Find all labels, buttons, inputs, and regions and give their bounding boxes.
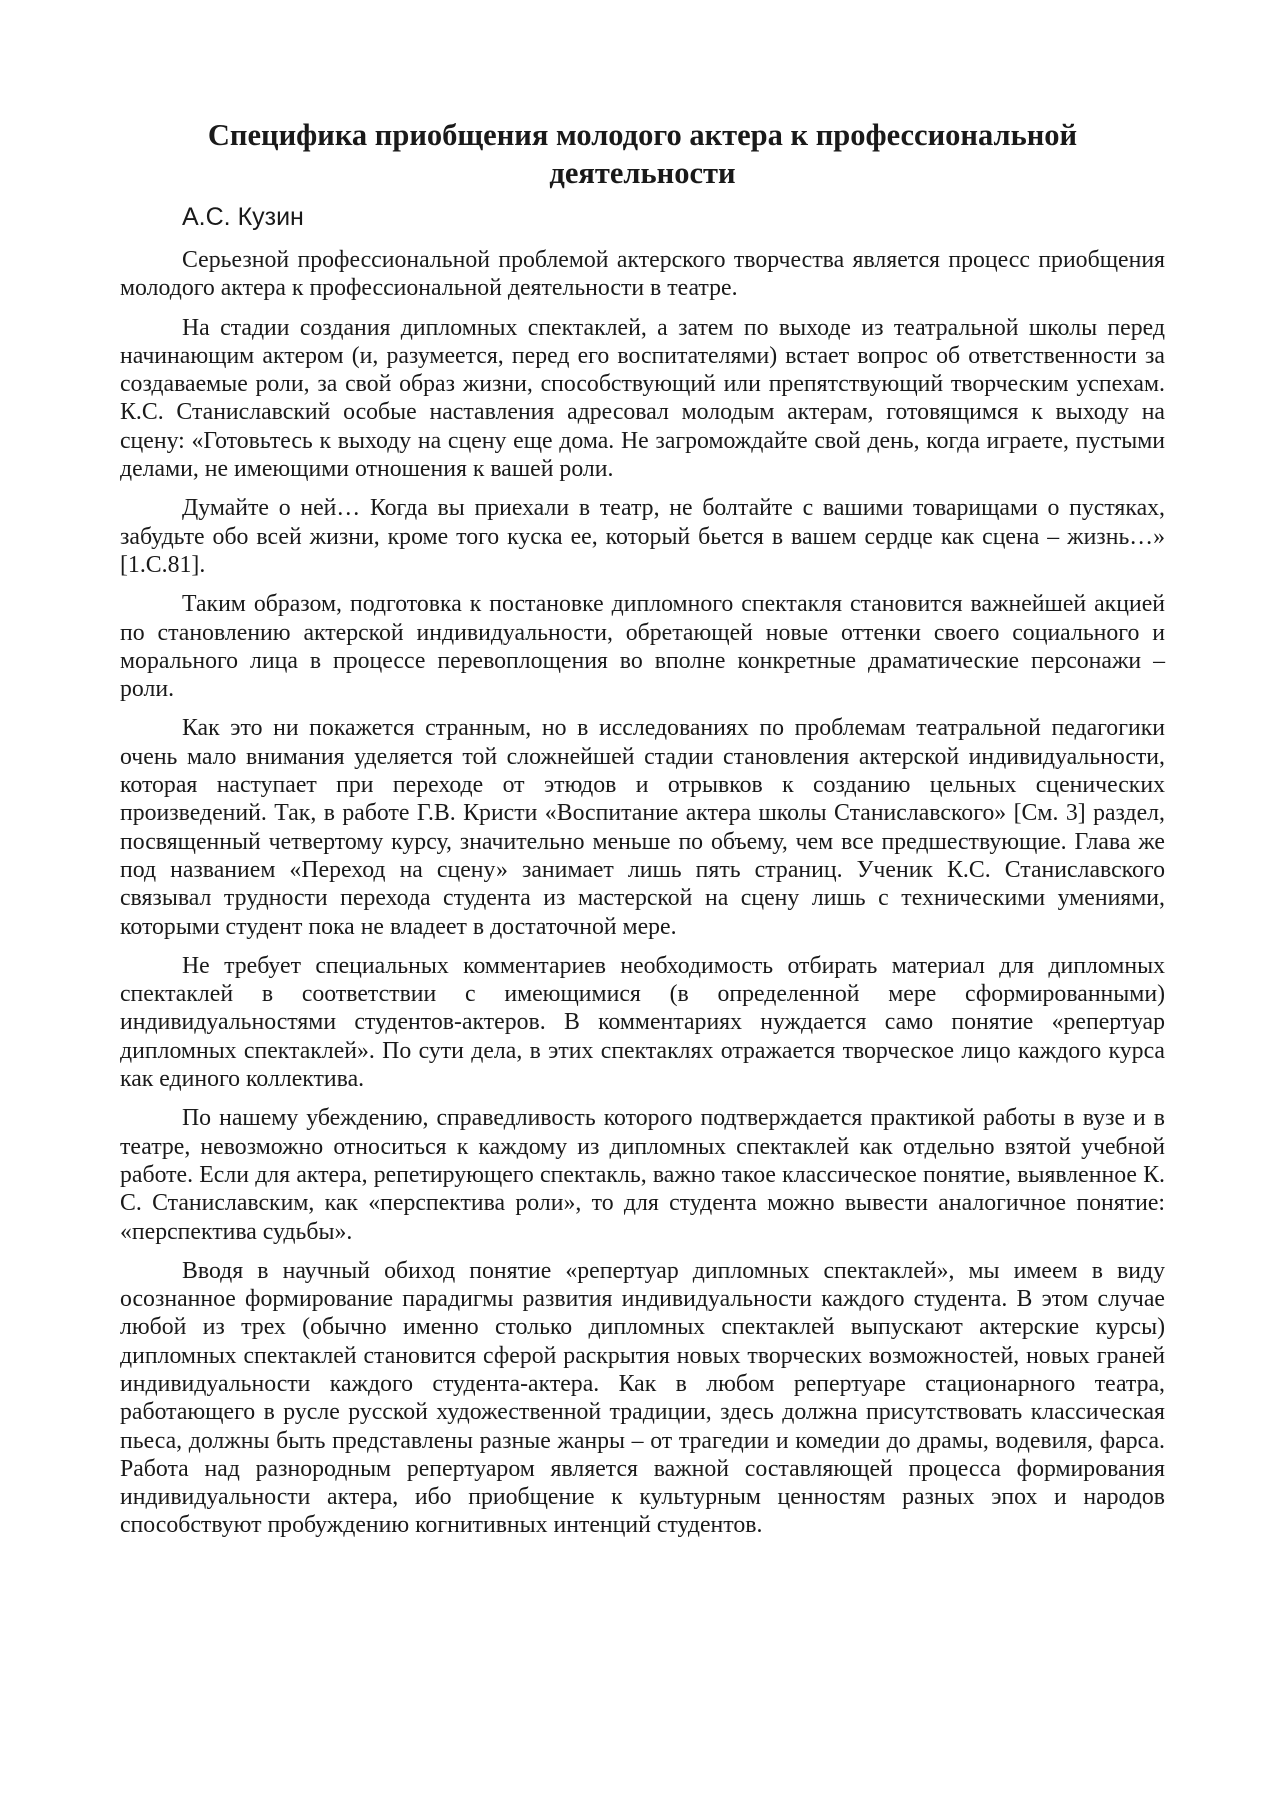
paragraph-7: По нашему убеждению, справедливость которого подтверждается практикой работы в вузе и в театре, невозможно относиться к каждому из дипломных спектаклей как отдельно взятой учебной работе. Если для актера, репетирующего спектакль, важно такое классическое понятие, выявленное К. С. Станиславским, как «перспектива роли», то для студента можно вывести аналогичное понятие: «перспектива судьбы». <box>120 1105 1165 1245</box>
paragraph-4: Таким образом, подготовка к постановке дипломного спектакля становится важнейшей акцией по становлению актерской индивидуальности, обретающей новые оттенки своего социального и морального лица в процессе перевоплощения во вполне конкретные драматические персонажи – роли. <box>120 591 1165 703</box>
paragraph-2: На стадии создания дипломных спектаклей, а затем по выходе из театральной школы перед начинающим актером (и, разумеется, перед его воспитателями) встает вопрос об ответственности за создаваемые роли, за свой образ жизни, способствующий или препятствующий творческим успехам. К.С. Станиславский особые наставления адресовал молодым актерам, готовящимся к выходу на сцену: «Готовьтесь к выходу на сцену еще дома. Не загромождайте свой день, когда играете, пустыми делами, не имеющими отношения к вашей роли. <box>120 314 1165 483</box>
paragraph-1: Серьезной профессиональной проблемой актерского творчества является процесс приобщения молодого актера к профессиональной деятельности в театре. <box>120 247 1165 302</box>
paragraph-5: Как это ни покажется странным, но в исследованиях по проблемам театральной педагогики очень мало внимания уделяется той сложнейшей стадии становления актерской индивидуальности, которая наступает при переходе от этюдов и отрывков к созданию цельных сценических произведений. Так, в работе Г.В. Кристи «Воспитание актера школы Станиславского» [См. 3] раздел, посвященный четвертому курсу, значительно меньше по объему, чем все предшествующие. Глава же под названием «Переход на сцену» занимает лишь пять страниц. Ученик К.С. Станиславского связывал трудности перехода студента из мастерской на сцену лишь с техническими умениями, которыми студент пока не владеет в достаточной мере. <box>120 715 1165 940</box>
paragraph-6: Не требует специальных комментариев необходимость отбирать материал для дипломных спектаклей в соответствии с имеющимися (в определенной мере сформированными) индивидуальностями студентов-актеров. В комментариях нуждается само понятие «репертуар дипломных спектаклей». По сути дела, в этих спектаклях отражается творческое лицо каждого курса как единого коллектива. <box>120 952 1165 1093</box>
paragraph-8: Вводя в научный обиход понятие «репертуар дипломных спектаклей», мы имеем в виду осознанное формирование парадигмы развития индивидуальности каждого студента. В этом случае любой из трех (обычно именно столько дипломных спектаклей выпускают актерские курсы) дипломных спектаклей становится сферой раскрытия новых творческих возможностей, новых граней индивидуальности каждого студента-актера. Как в любом репертуаре стационарного театра, работающего в русле русской художественной традиции, здесь должна присутствовать классическая пьеса, должны быть представлены разные жанры – от трагедии и комедии до драмы, водевиля, фарса. Работа над разнородным репертуаром является важной составляющей процесса формирования индивидуальности актера, ибо приобщение к культурным ценностям разных эпох и народов способствуют пробуждению когнитивных интенций студентов. <box>120 1257 1165 1539</box>
document-title: Специфика приобщения молодого актера к профессиональной деятельности <box>207 118 1078 190</box>
document-author: А.С. Кузин <box>182 203 304 231</box>
paragraph-3: Думайте о ней… Когда вы приехали в театр, не болтайте с вашими товарищами о пустяках, забудьте обо всей жизни, кроме того куска ее, который бьется в вашем сердце как сцена – жизнь…» [1.С.81]. <box>120 495 1165 578</box>
document-page <box>120 116 1165 1551</box>
